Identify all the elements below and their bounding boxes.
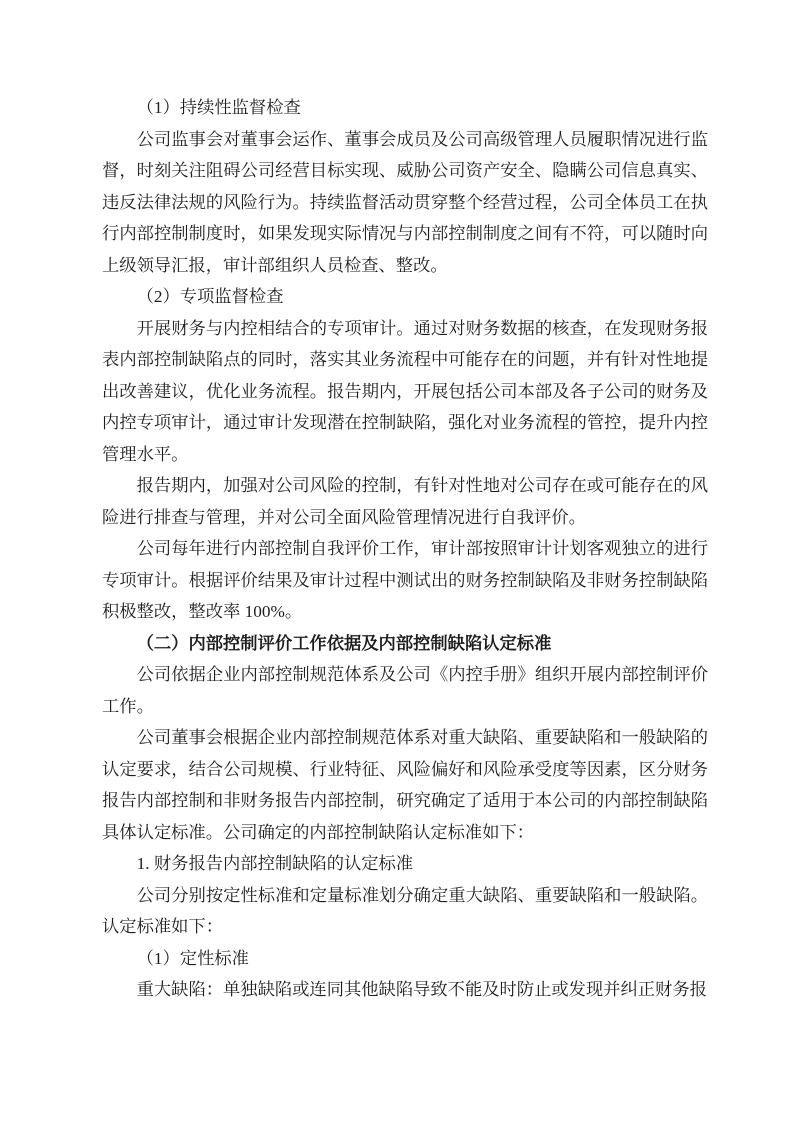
para-major-defect-definition: 重大缺陷：单独缺陷或连同其他缺陷导致不能及时防止或发现并纠正财务报 xyxy=(136,980,707,999)
heading-special-supervision-check: （2）专项监督检查 xyxy=(136,287,284,306)
para-risk-control-self-evaluation: 报告期内，加强对公司风险的控制，有针对性地对公司存在或可能存在的风险进行排查与管理，并对公司全面风险管理情况进行自我评价。 xyxy=(102,476,708,527)
heading-qualitative-standard: （1）定性标准 xyxy=(136,948,249,968)
para-special-audit-finance-internal-control: 开展财务与内控相结合的专项审计。通过对财务数据的核查，在发现财务报表内部控制缺陷点的同时，落实其业务流程中可能存在的问题，并有针对性地提出改善建议，优化业务流程。报告期内，开展包括公司本部及各子公司的财务及内控专项审计，通过审计发现潜在控制缺陷，强化对业务流程的管控，提升内控管理水平。 xyxy=(102,318,708,464)
para-annual-self-evaluation-rectification: 公司每年进行内部控制自我评价工作，审计部按照审计计划客观独立的进行专项审计。根据评价结果及审计过程中测试出的财务控制缺陷及非财务控制缺陷积极整改，整改率 100%。 xyxy=(102,539,708,621)
para-board-defect-recognition-criteria: 公司董事会根据企业内部控制规范体系对重大缺陷、重要缺陷和一般缺陷的认定要求，结合公司规模、行业特征、风险偏好和风险承受度等因素，区分财务报告内部控制和非财务报告内部控制，研究确定了适用于本公司的内部控制缺陷具体认定标准。公司确定的内部控制缺陷认定标准如下： xyxy=(102,728,708,842)
heading-financial-report-defect-standard: 1. 财务报告内部控制缺陷的认定标准 xyxy=(136,854,414,873)
heading-evaluation-basis-and-defect-standards: （二）内部控制评价工作依据及内部控制缺陷认定标准 xyxy=(136,633,552,653)
para-supervisory-board-monitoring: 公司监事会对董事会运作、董事会成员及公司高级管理人员履职情况进行监督，时刻关注阻碍公司经营目标实现、威胁公司资产安全、隐瞒公司信息真实、违反法律法规的风险行为。持续监督活动贯穿整个经营过程，公司全体员工在执行内部控制制度时，如果发现实际情况与内部控制制度之间有不符，可以随时向上级领导汇报，审计部组织人员检查、整改。 xyxy=(102,129,708,275)
para-qualitative-quantitative-division: 公司分别按定性标准和定量标准划分确定重大缺陷、重要缺陷和一般缺陷。认定标准如下： xyxy=(102,885,708,936)
document-text-block xyxy=(102,92,708,1006)
heading-continuous-supervision-check: （1）持续性监督检查 xyxy=(136,98,301,117)
para-evaluation-basis: 公司依据企业内部控制规范体系及公司《内控手册》组织开展内部控制评价工作。 xyxy=(102,665,708,716)
